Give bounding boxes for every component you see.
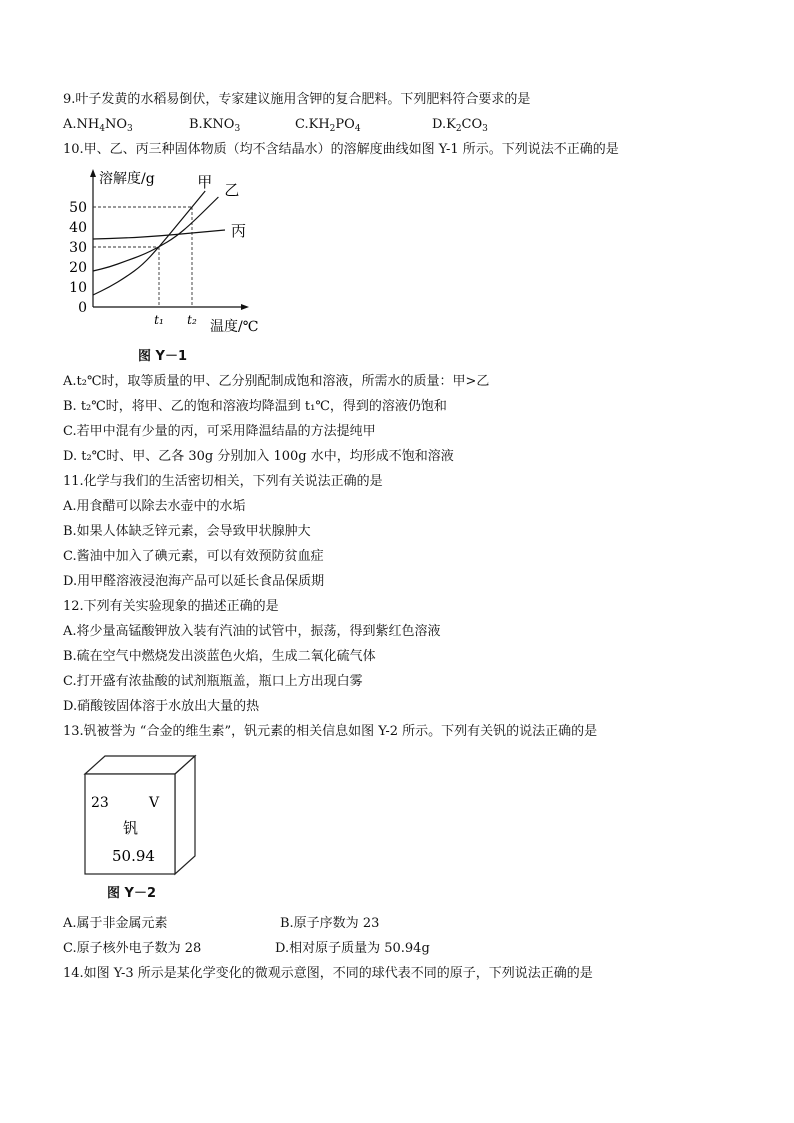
- q12-option-c: C.打开盛有浓盐酸的试剂瓶瓶盖，瓶口上方出现白雾: [63, 674, 363, 689]
- series-label-3: 丙: [231, 222, 247, 240]
- y-tick-label: 0: [78, 300, 87, 316]
- q12-option-a: A.将少量高锰酸钾放入装有汽油的试管中，振荡，得到紫红色溶液: [63, 624, 441, 639]
- q10-option-b: B. t₂℃时，将甲、乙的饱和溶液均降温到 t₁℃，得到的溶液仍饱和: [63, 399, 447, 414]
- q13-option-a: A.属于非金属元素: [63, 916, 168, 931]
- q12-option-d: D.硝酸铵固体溶于水放出大量的热: [63, 699, 260, 714]
- q9-option-c: $C.KH_2PO_4$: [295, 117, 361, 134]
- series-line-3: [93, 230, 225, 239]
- chart-guides: [93, 207, 192, 307]
- q12-option-b: B.硫在空气中燃烧发出淡蓝色火焰，生成二氧化硫气体: [63, 649, 376, 664]
- q13-option-d: D.相对原子质量为 50.94g: [275, 941, 430, 956]
- q9-option-d: $D.K_2CO_3$: [432, 117, 488, 134]
- q11-option-c: C.酱油中加入了碘元素，可以有效预防贫血症: [63, 549, 324, 564]
- figure-y2-caption: 图 Y－2: [107, 886, 156, 901]
- element-atomic-number: 23: [91, 795, 109, 811]
- y-tick-label: 10: [69, 280, 87, 296]
- q9-option-b: $B.KNO_3$: [189, 117, 241, 134]
- q9-stem: 9.叶子发黄的水稻易倒伏，专家建议施用含钾的复合肥料。下列肥料符合要求的是: [63, 92, 531, 107]
- y-tick-label: 40: [69, 220, 87, 236]
- q10-stem: 10.甲、乙、丙三种固体物质（均不含结晶水）的溶解度曲线如图 Y-1 所示。下列说法不正确的是: [63, 142, 619, 157]
- q12-stem: 12.下列有关实验现象的描述正确的是: [63, 599, 279, 614]
- figure-y1-caption: 图 Y－1: [138, 349, 187, 364]
- cube-side-face: [175, 756, 195, 874]
- element-atomic-mass: 50.94: [112, 847, 155, 865]
- q11-option-b: B.如果人体缺乏锌元素，会导致甲状腺肿大: [63, 524, 311, 539]
- q11-stem: 11.化学与我们的生活密切相关，下列有关说法正确的是: [63, 474, 383, 489]
- y-tick-label: 50: [69, 200, 87, 216]
- element-card: [80, 751, 200, 881]
- series-line-2: [93, 197, 218, 271]
- chart-labels: [69, 170, 258, 335]
- q14-stem: 14.如图 Y-3 所示是某化学变化的微观示意图，不同的球代表不同的原子，下列说法正确的是: [63, 966, 593, 981]
- y-axis-label: 溶解度/g: [99, 171, 155, 187]
- q13-option-c: C.原子核外电子数为 28: [63, 941, 202, 956]
- q13-option-b: B.原子序数为 23: [280, 916, 380, 931]
- series-label-2: 乙: [224, 181, 240, 199]
- q10-option-a: A.t₂℃时，取等质量的甲、乙分别配制成饱和溶液，所需水的质量：甲>乙: [63, 374, 490, 389]
- x-tick-label: t₂: [187, 313, 197, 327]
- q9-option-a: $A.NH_4NO_3$: [63, 117, 133, 134]
- y-tick-label: 30: [69, 240, 87, 256]
- element-symbol: V: [149, 795, 160, 811]
- q13-stem: 13.钒被誉为 “合金的维生素”，钒元素的相关信息如图 Y-2 所示。下列有关钒的说法正确的是: [63, 724, 598, 739]
- q10-option-c: C.若甲中混有少量的丙，可采用降温结晶的方法提纯甲: [63, 424, 376, 439]
- x-axis-label: 温度/℃: [210, 319, 259, 335]
- q11-option-d: D.用甲醛溶液浸泡海产品可以延长食品保质期: [63, 574, 325, 589]
- series-label-1: 甲: [197, 173, 213, 191]
- y-tick-label: 20: [69, 260, 87, 276]
- solubility-chart: [60, 165, 280, 335]
- q11-option-a: A.用食醋可以除去水壶中的水垢: [63, 499, 246, 514]
- x-tick-label: t₁: [154, 313, 164, 327]
- x-axis-arrow: [241, 304, 249, 310]
- element-name: 钒: [123, 819, 139, 837]
- y-axis-arrow: [90, 169, 96, 177]
- q10-option-d: D. t₂℃时、甲、乙各 30g 分别加入 100g 水中，均形成不饱和溶液: [63, 449, 454, 464]
